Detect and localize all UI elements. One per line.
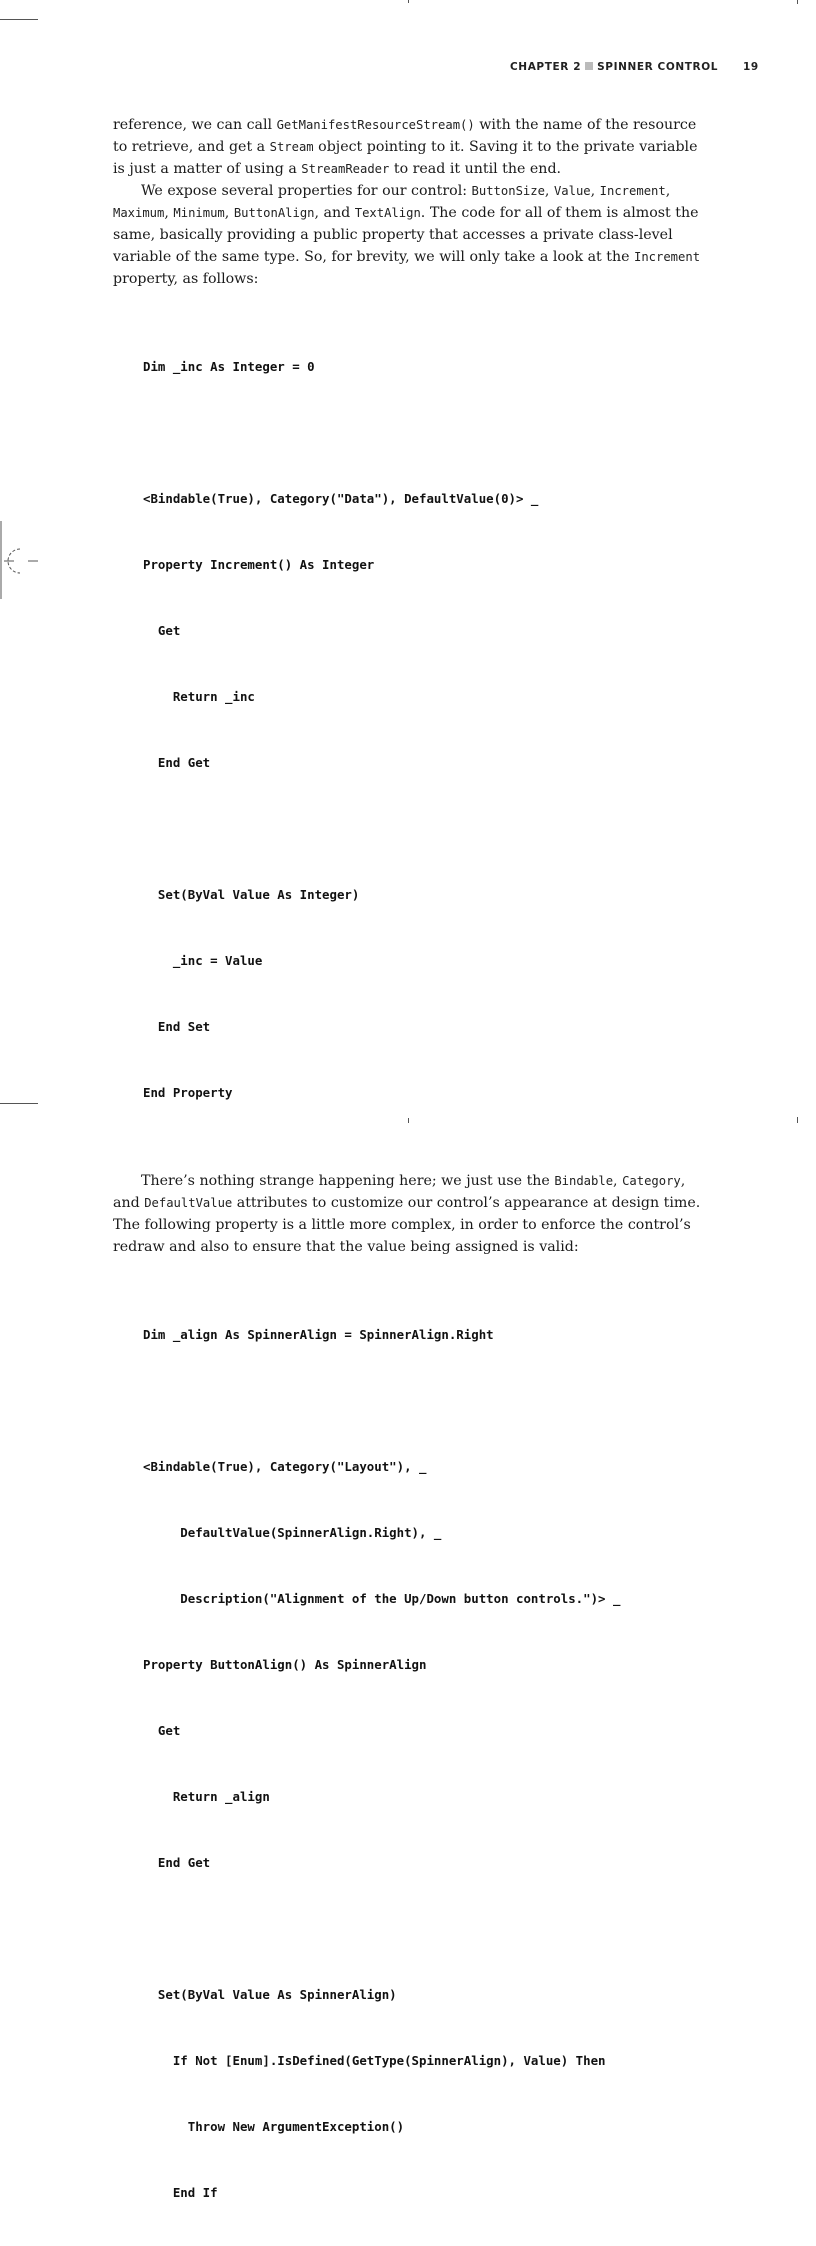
code-listing-2 [143, 1280, 705, 2246]
code-line: End Get [143, 1855, 211, 1870]
code-line: Property Increment() As Integer [143, 557, 375, 572]
code-line [143, 1390, 705, 1412]
code-line: _inc = Value [143, 953, 263, 968]
crop-mark-top-center [408, 0, 409, 3]
page-body [113, 114, 705, 2246]
code-line: DefaultValue(SpinnerAlign.Right), _ [143, 1525, 442, 1540]
code-line: Get [143, 1723, 181, 1738]
code-line [143, 422, 705, 444]
code-line: Dim _inc As Integer = 0 [143, 359, 315, 374]
code-line: <Bindable(True), Category("Layout"), _ [143, 1459, 427, 1474]
code-line: Property ButtonAlign() As SpinnerAlign [143, 1657, 427, 1672]
inline-code: ButtonAlign [233, 206, 315, 220]
inline-code: Increment [599, 184, 666, 198]
code-line: Throw New ArgumentException() [143, 2119, 405, 2134]
code-line: Return _inc [143, 689, 255, 704]
inline-code: Minimum [173, 206, 225, 220]
code-line [143, 1918, 705, 1940]
inline-code: Maximum [113, 206, 165, 220]
crop-mark-bottom-right [797, 1117, 798, 1123]
paragraph-1: reference, we can call GetManifestResourceStream() with the name of the resource to retrieve, and get a Stream object pointing to it. Saving it to the private variable is just a matter of using a StreamReader to read it until the end. [113, 117, 698, 177]
inline-code: TextAlign [354, 206, 421, 220]
code-line: Return _align [143, 1789, 270, 1804]
code-line: End Get [143, 755, 211, 770]
code-line: Set(ByVal Value As SpinnerAlign) [143, 1987, 397, 2002]
chapter-title: CHAPTER 2 SPINNER CONTROL [510, 61, 719, 73]
inline-code: Value [553, 184, 591, 198]
code-line: <Bindable(True), Category("Data"), DefaultValue(0)> _ [143, 491, 539, 506]
inline-code: GetManifestResourceStream() [276, 118, 475, 132]
inline-code: DefaultValue [144, 1196, 233, 1210]
code-line: Dim _align As SpinnerAlign = SpinnerAlign.Right [143, 1327, 494, 1342]
code-line [143, 818, 705, 840]
inline-code: Stream [269, 140, 314, 154]
inline-code: Category [622, 1174, 681, 1188]
page-number: 19 [743, 61, 759, 73]
running-header [0, 61, 816, 77]
paragraph-3: There’s nothing strange happening here; we just use the Bindable, Category, and DefaultValue attributes to customize our control’s appearance at design time. The following property is a little more complex, in order to enforce the control’s redraw and also to ensure that the value being assigned is valid: [113, 1173, 701, 1255]
registration-mark-icon [0, 521, 40, 601]
code-line: End Property [143, 1085, 233, 1100]
code-line: Get [143, 623, 181, 638]
code-line: End If [143, 2185, 218, 2200]
inline-code: StreamReader [301, 162, 390, 176]
inline-code: ButtonSize [471, 184, 545, 198]
code-line: Set(ByVal Value As Integer) [143, 887, 360, 902]
inline-code: Bindable [554, 1174, 614, 1188]
separator-square-icon [585, 62, 593, 70]
crop-mark-top-left [0, 19, 38, 20]
code-line: If Not [Enum].IsDefined(GetType(SpinnerAlign), Value) Then [143, 2053, 606, 2068]
inline-code: Increment [634, 250, 701, 264]
crop-mark-bottom-left [0, 1103, 38, 1104]
code-line: End Set [143, 1019, 211, 1034]
paragraph-2: We expose several properties for our control: ButtonSize, Value, Increment, Maximum, Minimum, ButtonAlign, and TextAlign. The code for all of them is almost the same, basically providing a public property that accesses a private class-level variable of the same type. So, for brevity, we will only take a look at the Increment property, as follows: [113, 183, 701, 287]
crop-mark-top-right [797, 0, 798, 4]
code-listing-1 [143, 312, 705, 1148]
code-line: Description("Alignment of the Up/Down button controls.")> _ [143, 1591, 621, 1606]
